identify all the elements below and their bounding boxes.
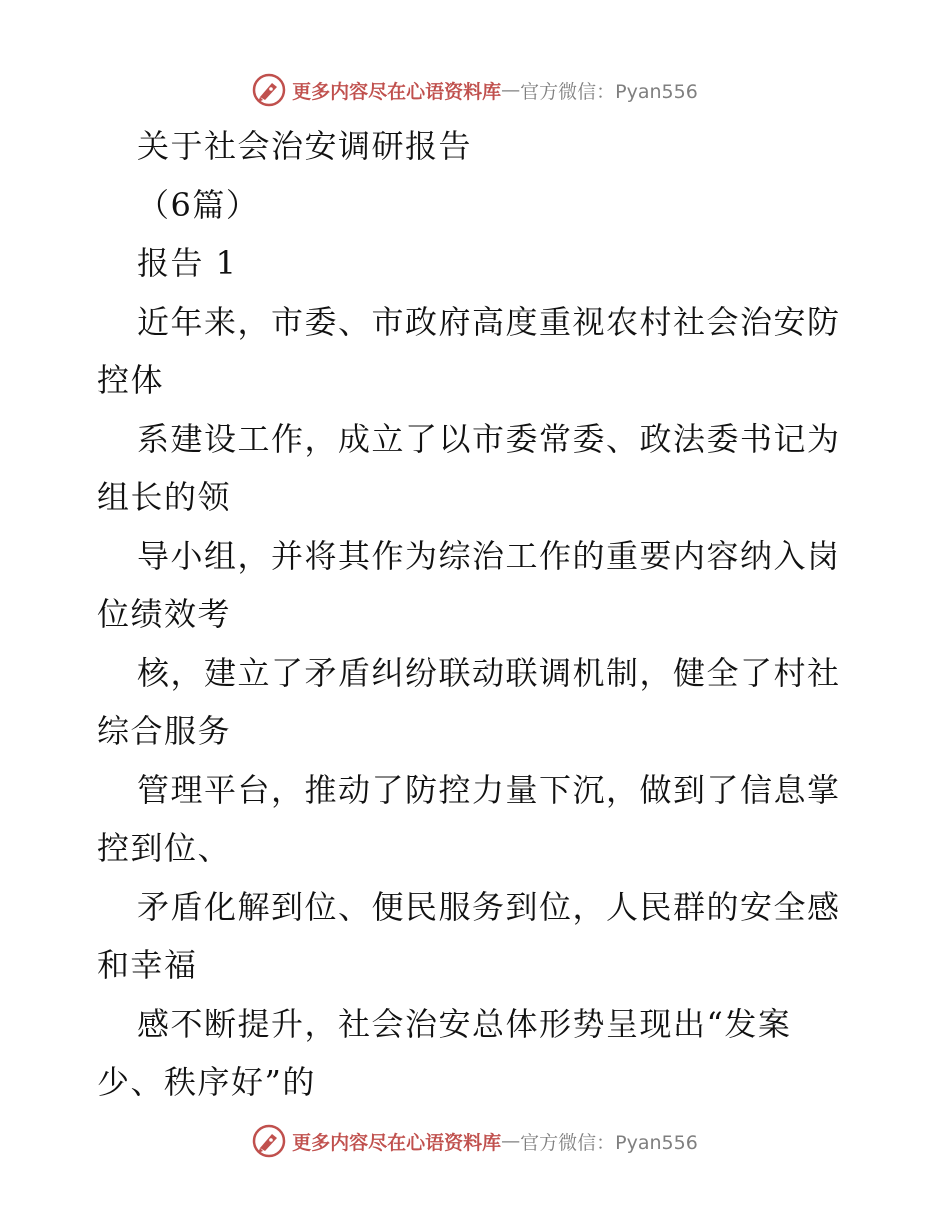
paragraph-line: 少、秩序好”的 xyxy=(97,1063,316,1101)
paragraph-line: 和幸福 xyxy=(97,946,198,984)
pen-nib-icon xyxy=(252,73,286,107)
watermark-dash: — xyxy=(501,1130,521,1152)
document-body xyxy=(97,117,857,1112)
paragraph-line: 综合服务 xyxy=(97,712,232,750)
paragraph-line: 系建设工作，成立了以市委常委、政法委书记为 xyxy=(137,419,841,458)
pen-nib-icon xyxy=(252,1124,286,1158)
paragraph-line: 感不断提升，社会治安总体形势呈现出“发案 xyxy=(137,1004,792,1043)
watermark-red-text: 更多内容尽在心语资料库 xyxy=(292,1131,502,1154)
section-heading: 报告 1 xyxy=(137,244,238,282)
watermark-gray-text: 官方微信：Pyan556 xyxy=(520,80,698,103)
document-title: 关于社会治安调研报告 xyxy=(137,127,473,165)
footer-watermark xyxy=(0,1121,950,1161)
document-subtitle: （6篇） xyxy=(137,185,260,224)
paragraph-line: 近年来，市委、市政府高度重视农村社会治安防 xyxy=(137,302,841,341)
header-watermark xyxy=(0,70,950,110)
paragraph-line: 导小组，并将其作为综治工作的重要内容纳入岗 xyxy=(137,536,841,575)
watermark-dash: — xyxy=(501,79,521,101)
paragraph-line: 控体 xyxy=(97,361,165,399)
paragraph-line: 矛盾化解到位、便民服务到位，人民群的安全感 xyxy=(137,887,841,926)
paragraph-line: 组长的领 xyxy=(97,478,232,516)
paragraph-line: 核，建立了矛盾纠纷联动联调机制，健全了村社 xyxy=(137,653,841,692)
paragraph-line: 控到位、 xyxy=(97,829,232,867)
watermark-red-text: 更多内容尽在心语资料库 xyxy=(292,80,502,103)
paragraph-line: 位绩效考 xyxy=(97,595,232,633)
watermark-gray-text: 官方微信：Pyan556 xyxy=(520,1131,698,1154)
paragraph-line: 管理平台，推动了防控力量下沉，做到了信息掌 xyxy=(137,770,841,809)
